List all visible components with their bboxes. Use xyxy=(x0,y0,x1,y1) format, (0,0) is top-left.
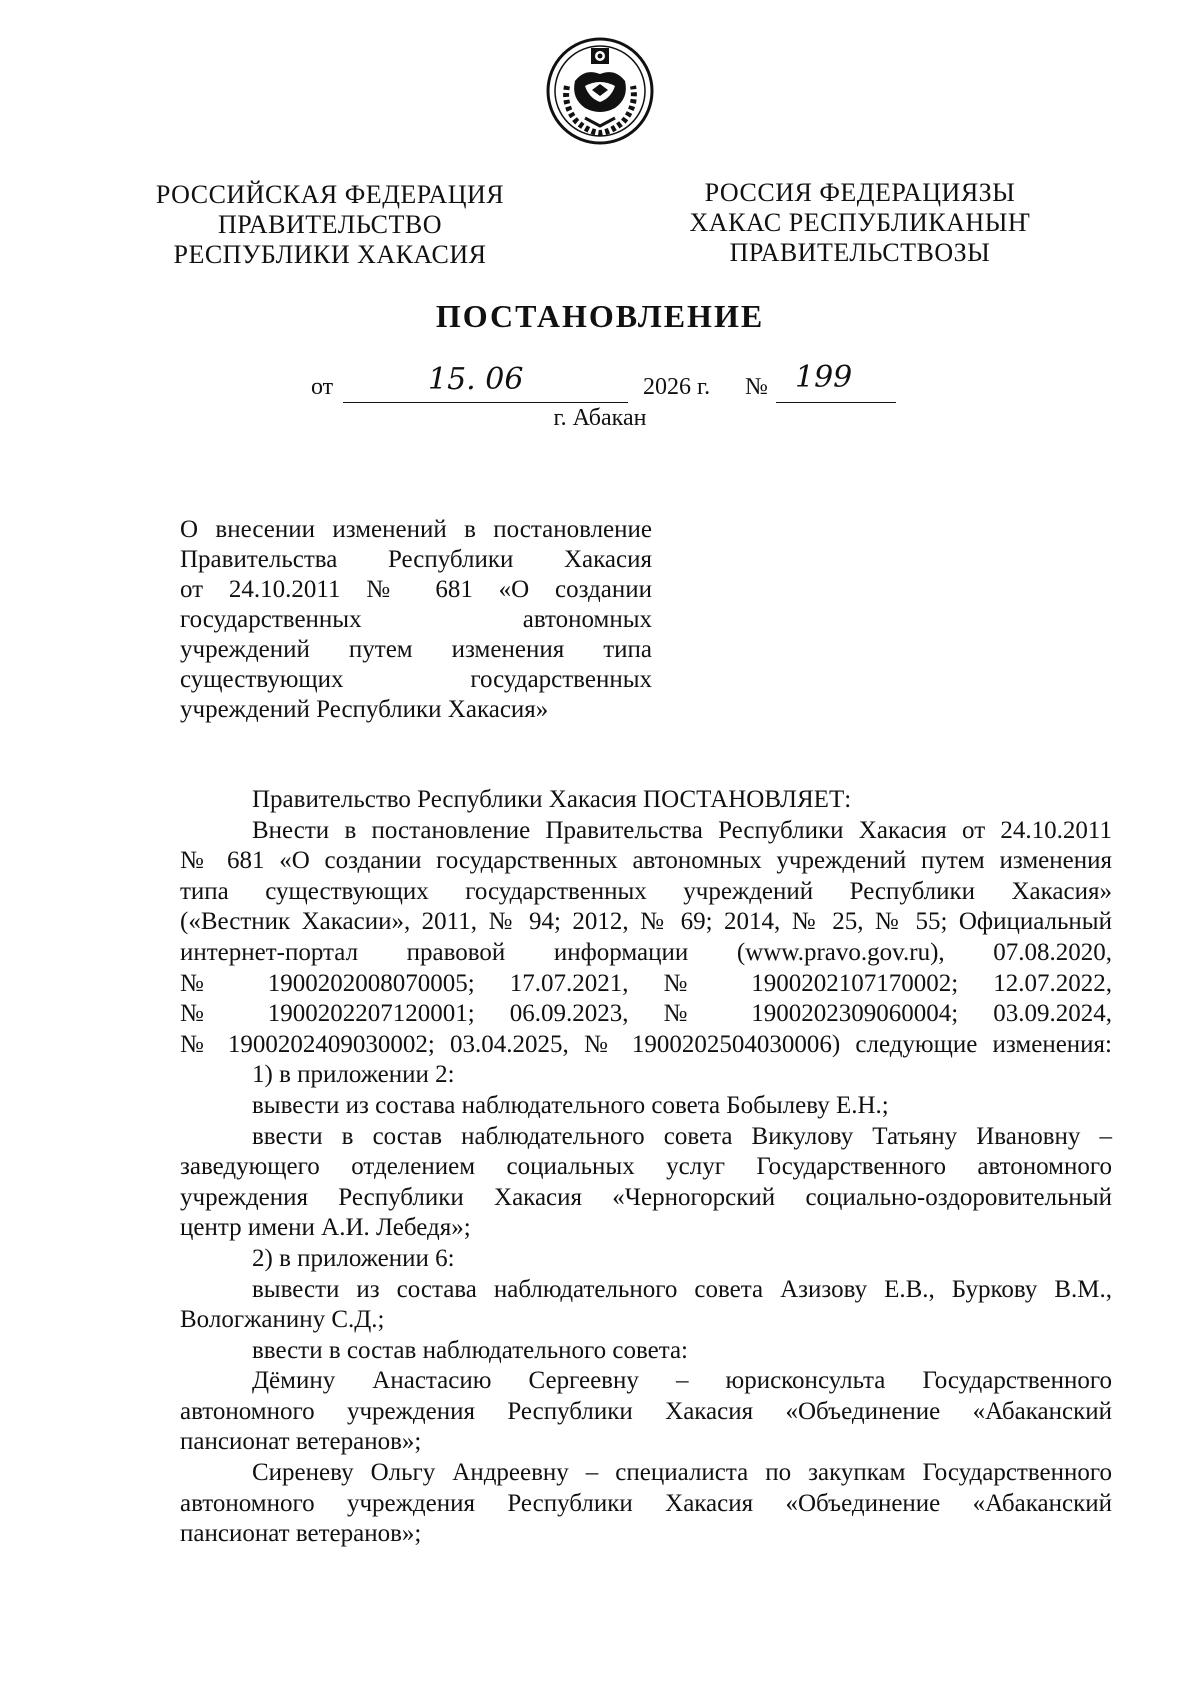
header-left-line-2: ПРАВИТЕЛЬСТВО xyxy=(218,210,442,239)
member-2-line: Сиреневу Ольгу Андреевну – специалиста по закупкам Государственного xyxy=(252,1459,1112,1487)
city: г. Абакан xyxy=(553,405,647,431)
subject-line: Правительства Республики Хакасия xyxy=(180,546,652,573)
intro-line: типа существующих государственных учреждений Республики Хакасия» xyxy=(180,877,1112,905)
header-left-line-3: РЕСПУБЛИКИ ХАКАСИЯ xyxy=(173,240,487,269)
subject-line: от 24.10.2011 № 681 «О создании xyxy=(180,576,652,603)
item-1-remove: вывести из состава наблюдательного совета Бобылеву Е.Н.; xyxy=(252,1091,889,1119)
intro-line: Внести в постановление Правительства Республики Хакасия от 24.10.2011 xyxy=(252,816,1112,844)
handwritten-number: 199 xyxy=(795,360,853,395)
number-label: № xyxy=(745,374,768,400)
number-underline xyxy=(776,402,896,403)
item-2-heading: 2) в приложении 6: xyxy=(252,1244,455,1272)
handwritten-date: 15. 06 xyxy=(428,362,524,397)
member-1-line: автономного учреждения Республики Хакасия «Объединение «Абаканский xyxy=(180,1397,1112,1425)
item-1-heading: 1) в приложении 2: xyxy=(252,1061,455,1089)
item-1-add-line: центр имени А.И. Лебедя»; xyxy=(180,1214,471,1242)
intro-line: («Вестник Хакасии», 2011, № 94; 2012, № 69; 2014, № 25, № 55; Официальный xyxy=(180,908,1112,936)
item-1-add-line: заведующего отделением социальных услуг Государственного автономного xyxy=(180,1153,1112,1181)
header-right-khakas xyxy=(670,178,1050,268)
decree-line: Правительство Республики Хакасия ПОСТАНОВЛЯЕТ: xyxy=(252,786,852,813)
subject-line: учреждений Республики Хакасия» xyxy=(180,696,549,723)
member-2-line: пансионат ветеранов»; xyxy=(180,1520,422,1548)
header-left-russian xyxy=(140,180,520,270)
coat-of-arms-icon xyxy=(545,36,655,146)
item-2-add-heading: ввести в состав наблюдательного совета: xyxy=(252,1336,688,1364)
intro-line: № 681 «О создании государственных автономных учреждений путем изменения xyxy=(180,847,1112,875)
document-body xyxy=(180,785,1112,1550)
subject-line: учреждений путем изменения типа xyxy=(180,636,652,663)
subject-line: О внесении изменений в постановление xyxy=(180,516,652,543)
date-year: 2026 г. xyxy=(643,374,711,400)
header-right-line-2: ХАКАС РЕСПУБЛИКАНЫҤ xyxy=(689,208,1031,237)
item-2-remove-line: Вологжанину С.Д.; xyxy=(180,1306,385,1334)
date-prefix: от xyxy=(311,374,334,400)
item-1-add-line: ввести в состав наблюдательного совета Викулову Татьяну Ивановну – xyxy=(252,1122,1112,1150)
date-line xyxy=(0,360,1200,410)
header-right-line-1: РОССИЯ ФЕДЕРАЦИЯЗЫ xyxy=(704,178,1016,207)
member-1-line: Дёмину Анастасию Сергеевну – юрисконсульта Государственного xyxy=(252,1367,1112,1395)
intro-line: интернет-портал правовой информации (www.pravo.gov.ru), 07.08.2020, xyxy=(180,938,1112,966)
subject-line: существующих государственных xyxy=(180,666,652,693)
member-2-line: автономного учреждения Республики Хакасия «Объединение «Абаканский xyxy=(180,1489,1112,1517)
intro-line: № 1900202008070005; 17.07.2021, № 1900202107170002; 12.07.2022, xyxy=(180,969,1112,997)
subject-block xyxy=(180,515,652,725)
item-2-remove-line: вывести из состава наблюдательного совета Азизову Е.В., Буркову В.М., xyxy=(252,1275,1112,1303)
date-underline xyxy=(343,402,628,403)
header-left-line-1: РОССИЙСКАЯ ФЕДЕРАЦИЯ xyxy=(155,180,505,209)
item-1-add-line: учреждения Республики Хакасия «Черногорский социально-оздоровительный xyxy=(180,1183,1112,1211)
subject-line: государственных автономных xyxy=(180,606,652,633)
intro-line: № 1900202409030002; 03.04.2025, № 1900202504030006) следующие изменения: xyxy=(180,1030,1112,1058)
document-title: ПОСТАНОВЛЕНИЕ xyxy=(435,298,765,334)
header-right-line-3: ПРАВИТЕЛЬСТВОЗЫ xyxy=(729,238,991,267)
intro-line: № 1900202207120001; 06.09.2023, № 1900202309060004; 03.09.2024, xyxy=(180,1000,1112,1028)
member-1-line: пансионат ветеранов»; xyxy=(180,1428,422,1456)
